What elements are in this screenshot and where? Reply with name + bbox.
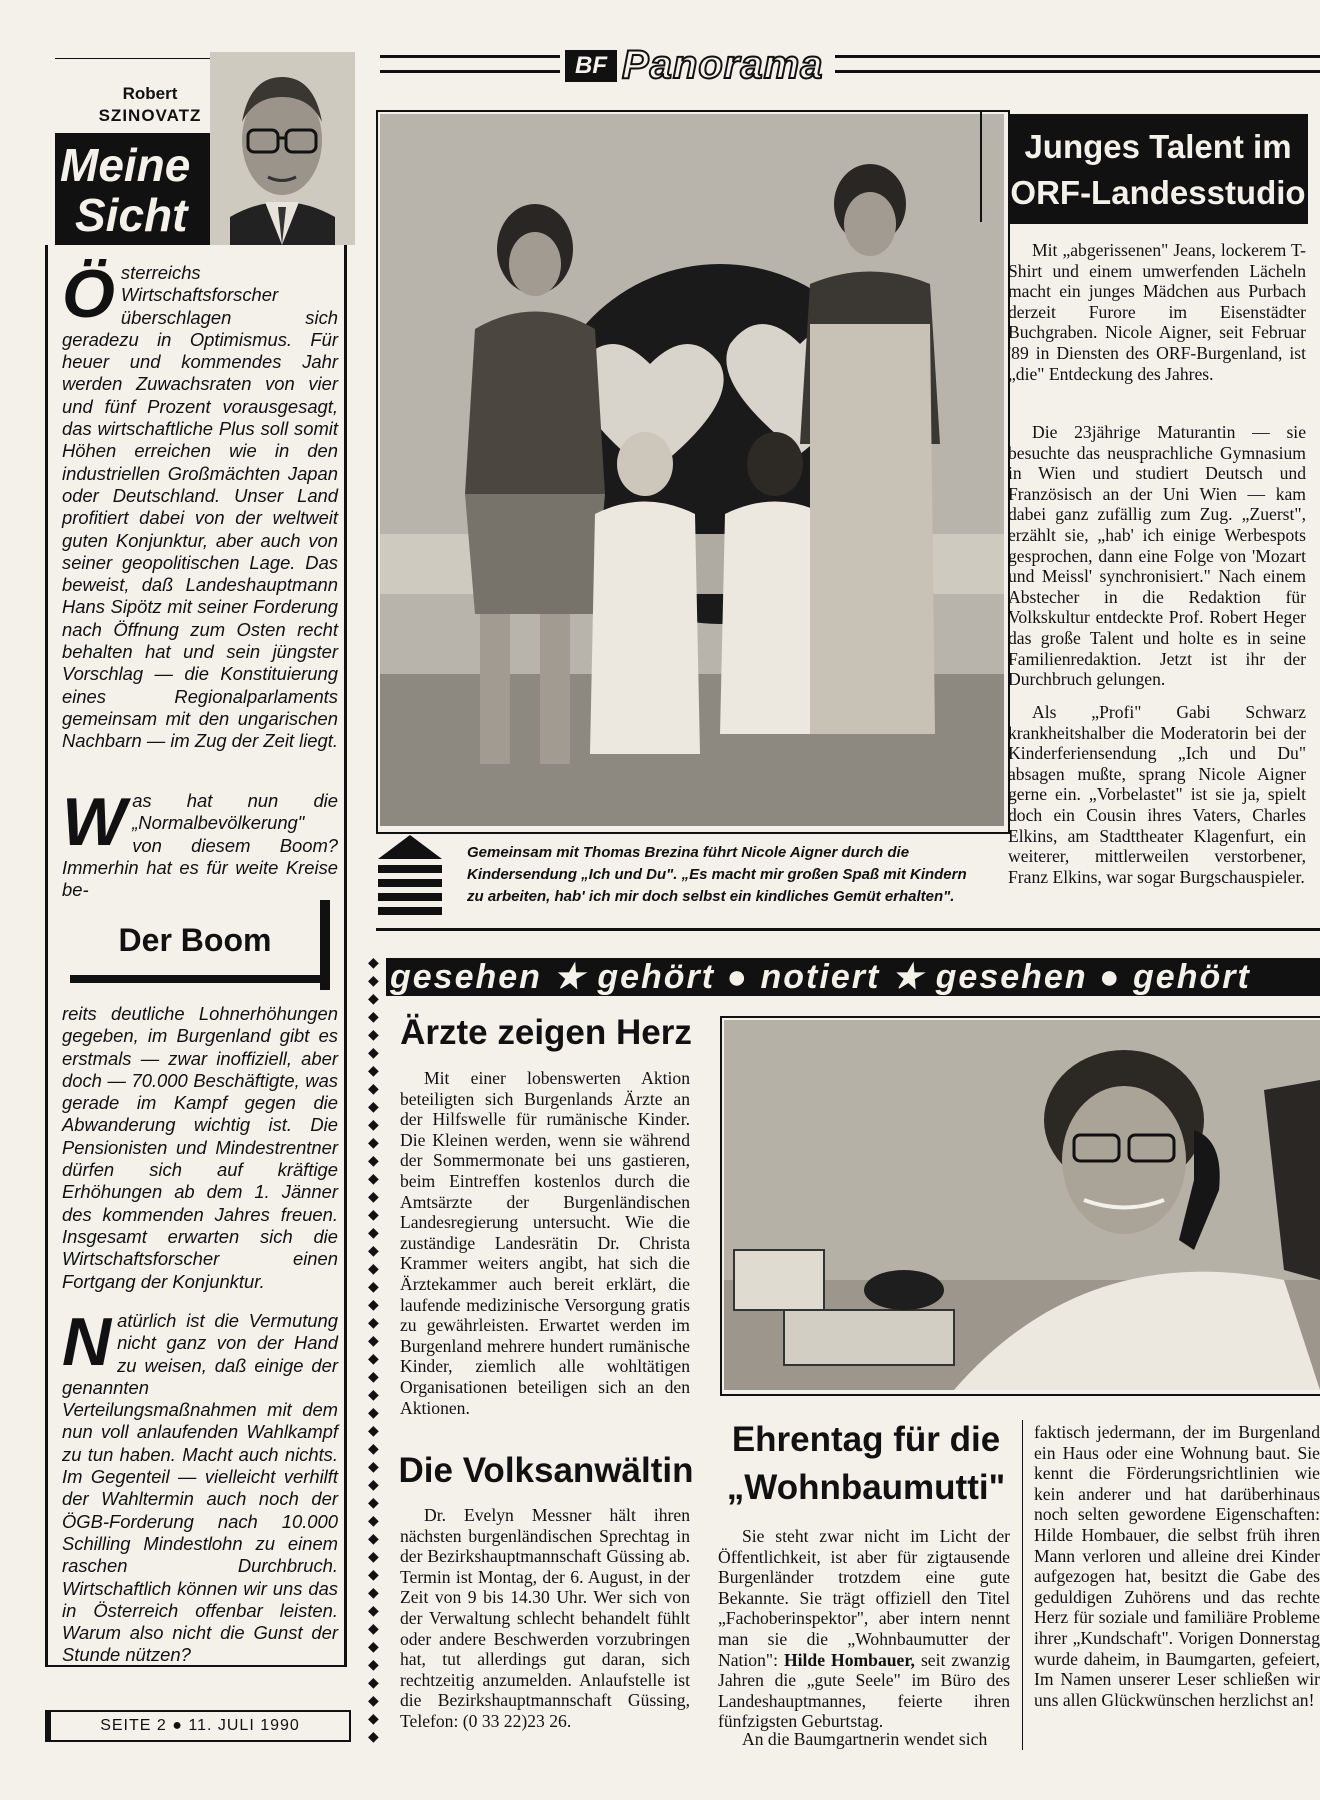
ehrentag-text-part1: Sie steht zwar nicht im Licht der Öffentlichkeit, ist aber für zigtausende Burgenländer trotzdem eine gute Bekannte. Sie trägt offiziell den Titel „Fachoberinspektor", aber intern nennt man sie die „Wohnbaumutter der Nation":	[718, 1526, 1010, 1670]
boom-box	[70, 900, 330, 990]
footer-page: SEITE 2	[100, 1717, 167, 1734]
aerzte-title: Ärzte zeigen Herz	[400, 1013, 692, 1052]
aerzte-text: Mit einer lobenswerten Aktion beteiligten sich Burgenlands Ärzte an der Hilfswelle für rumänische Kinder. Die Kleinen werden, wenn sie während der Sommermonate bei uns gastieren, beim Eintreffen kostenlos durch die Amtsärzte der Burgenländischen Landesregierung untersucht. Wie die zuständige Landesrätin Dr. Christa Krammer weiters angibt, hat sich die Ärztekammer auch bereit erklärt, die laufende medizinische Versorgung gratis zu gewährleisten. Erwartet werden im Burgenland mehrere hundert rumänische Kinder, ziemlich alle wohltätigen Organisationen beteiligen sich an den Aktionen.	[400, 1068, 690, 1418]
dropcap-n: N	[62, 1304, 112, 1380]
caption-arrow-icon	[378, 835, 442, 927]
boom-box-title: Der Boom	[118, 922, 272, 958]
boom-box-bottom-bar	[70, 975, 330, 983]
ehrentag-text-a	[718, 1526, 1010, 1732]
talent-title-line2: ORF-Landesstudio	[1010, 174, 1306, 211]
column-title-line2: Sicht	[75, 189, 188, 241]
caption-bottom-rule	[376, 928, 1320, 931]
footer-date: 11. JULI 1990	[188, 1717, 300, 1734]
talent-bracket-left	[980, 112, 982, 222]
ehrentag-text-part2: seit zwanzig Jahren die „gute Seele" im Büro des Landeshauptmannes, feierte ihren fünfzigsten Geburtstag.	[718, 1649, 1010, 1732]
talent-title-line1: Junges Talent im	[1024, 128, 1292, 165]
ehrentag-text-c: An die Baumgartnerin wendet sich	[742, 1729, 988, 1749]
header-rule-right	[835, 55, 1320, 73]
ehrentag-text-d: faktisch jedermann, der im Burgenland ein Haus oder eine Wohnung baut. Sie kennt die Förderungsrichtlinien wie kein anderer und hat darüberhinaus noch selten gewordene Eigenschaften: Hilde Hombauer, die selbst früh ihren Mann verloren und alleine drei Kinder aufgezogen hat, besitzt die Gabe des geduldigen Zuhörens und das rechte Herz für soziale und familiäre Probleme ihrer „Kundschaft". Vorigen Donnerstag wurde daheim, in Baumgarten, gefeiert, Im Namen unserer Leser schließen wir uns allen Glückwünschen herzlichst an!	[1034, 1422, 1320, 1710]
commentary-text-2: as hat nun die „Normalbevölkerung" von diesem Boom? Immerhin hat es für weite Kreise be-	[62, 790, 338, 901]
volksanwaeltin-text: Dr. Evelyn Messner hält ihren nächsten burgenländischen Sprechtag in der Bezirkshauptmannschaft Güssing ab. Termin ist Montag, der 6. August, in der Zeit von 9 bis 14.30 Uhr. Wer sich von der Verwaltung schlecht behandelt fühlt oder andere Beschwerden vorzubringen hat, tut allerdings gut daran, sich rechtzeitig anzumelden. Anlaufstelle ist die Bezirkshauptmannschaft Güssing, Telefon: (0 33 22)23 26.	[400, 1505, 690, 1731]
ehrentag-column-divider	[1022, 1420, 1023, 1750]
footer-bullet: ●	[172, 1717, 183, 1734]
bf-logo: BF	[565, 50, 617, 82]
photo-caption: Gemeinsam mit Thomas Brezina führt Nicole Aigner durch die Kindersendung „Ich und Du". „Es macht mir großen Spaß mit Kindern zu arbeiten, hab' ich mir doch selbst ein kindliches Gemüt erhalten".	[467, 844, 967, 905]
volksanwaeltin-title: Die Volksanwältin	[398, 1451, 694, 1490]
commentary-paragraph-4	[62, 1304, 338, 1667]
news-banner-text: gesehen ★ gehört ● notiert ★ gesehen ● gehört	[390, 958, 1251, 996]
commentary-text-1: sterreichs Wirtschaftsforscher überschlagen sich geradezu in Optimismus. Für heuer und kommendes Jahr werden Zuwachsraten von vier und fünf Prozent vorausgesagt, das wirtschaftliche Plus soll somit Höhen erreichen wie in den industriellen Großmächten Japan oder Deutschland. Unser Land profitiert dabei von der weltweit guten Konjunktur, aber auch von seiner geopolitischen Lage. Das beweist, daß Landeshauptmann Hans Sipötz mit seiner Forderung nach Öffnung zum Osten recht behalten hat und sein jüngster Vorschlag — die Konstituierung eines Regionalparlaments gemeinsam mit den ungarischen Nachbarn — im Zug der Zeit liegt.	[62, 262, 338, 752]
author-first-name: Robert	[122, 84, 178, 103]
photo-tv-studio	[380, 114, 1004, 826]
page-footer	[45, 1710, 351, 1742]
photo-woman-telephone	[724, 1020, 1320, 1390]
commentary-paragraph-3: reits deutliche Lohnerhöhungen gegeben, im Burgenland gibt es erstmals — zwar inoffiziell, aber doch — 70.000 Beschäftigte, was gerade im Kampf gegen die Abwanderung wichtig ist. Die Pensionisten und Mindestrentner dürfen sich auf kräftige Erhöhungen ab dem 1. Jänner des kommenden Jahres freuen. Insgesamt erwarten sich die Wirtschaftsforscher einen Fortgang der Konjunktur.	[62, 1003, 338, 1292]
dropcap-w: W	[62, 784, 127, 860]
commentary-paragraph-1	[62, 256, 338, 753]
ehrentag-title-line1: Ehrentag für die	[731, 1420, 1001, 1459]
author-portrait	[210, 52, 355, 245]
talent-paragraph-3: Als „Profi" Gabi Schwarz krankheitshalber die Moderatorin bei der Kinderferiensendung „Ich und Du" absagen mußte, sprang Nicole Aigner gerne ein. „Vorbelastet" ist sie ja, spielt doch ein Cousin ihres Vaters, Charles Elkins, am Stadttheater Klagenfurt, ein weiterer, mittlerweilen verstorbener, Franz Elkins, war sogar Burgschauspieler.	[1008, 702, 1306, 887]
commentary-paragraph-2	[62, 784, 338, 901]
ehrentag-name: Hilde Hombauer,	[783, 1649, 915, 1670]
header-rule-left	[380, 55, 560, 73]
commentary-text-4: atürlich ist die Vermutung nicht ganz von der Hand zu weisen, daß einige der genannten Verteilungsmaßnahmen mit dem nun voll anlaufenden Wahlkampf zu tun haben. Macht auch nichts. Im Gegenteil — vielleicht verhilft der Wahltermin auch noch der ÖGB-Forderung nach 10.000 Schilling Mindestlohn zu einem raschen Durchbruch. Wirtschaftlich können wir uns das in Österreich offenbar leisten. Warum also nicht die Gunst der Stunde nützen?	[62, 1310, 338, 1666]
talent-paragraph-2: Die 23jährige Maturantin — sie besuchte das neusprachliche Gymnasium in Wien und studiert Deutsch und Französisch an der Uni Wien — kam dabei ganz zufällig zum Zug. „Zuerst", erzählt sie, „hab' ich einige Werbespots gesprochen, dann eine Folge von 'Mozart und Meissl' synchronisiert." Nach einem Abstecher in die Redaktion für Volkskultur entdeckte Prof. Robert Heger das große Talent und holte es in seine Familienredaktion. Jetzt ist ihr der Durchbruch gelungen.	[1008, 422, 1306, 690]
diamond-border: ◆ ◆ ◆ ◆ ◆ ◆ ◆ ◆ ◆ ◆ ◆ ◆ ◆ ◆ ◆ ◆ ◆ ◆ ◆ ◆ ◆ ◆ ◆ ◆ ◆ ◆ ◆ ◆ ◆ ◆ ◆ ◆ ◆ ◆ ◆ ◆ ◆ ◆ ◆ ◆ ◆ ◆ ◆ ◆	[368, 956, 379, 1745]
column-title-line1: Meine	[60, 139, 191, 191]
talent-paragraph-1: Mit „abgerissenen" Jeans, lockerem T-Shirt und einem umwerfenden Lächeln macht ein junges Mädchen aus Purbach derzeit Furore im Eisenstädter Buchgraben. Nicole Aigner, seit Februar '89 in Diensten des ORF-Burgenland, ist „die" Entdeckung des Jahres.	[1008, 240, 1306, 384]
dropcap-o: Ö	[62, 256, 115, 332]
author-last-name: SZINOVATZ	[98, 106, 202, 125]
section-title: Panorama	[622, 43, 824, 87]
ehrentag-title-line2: „Wohnbaumutti"	[726, 1468, 1006, 1507]
